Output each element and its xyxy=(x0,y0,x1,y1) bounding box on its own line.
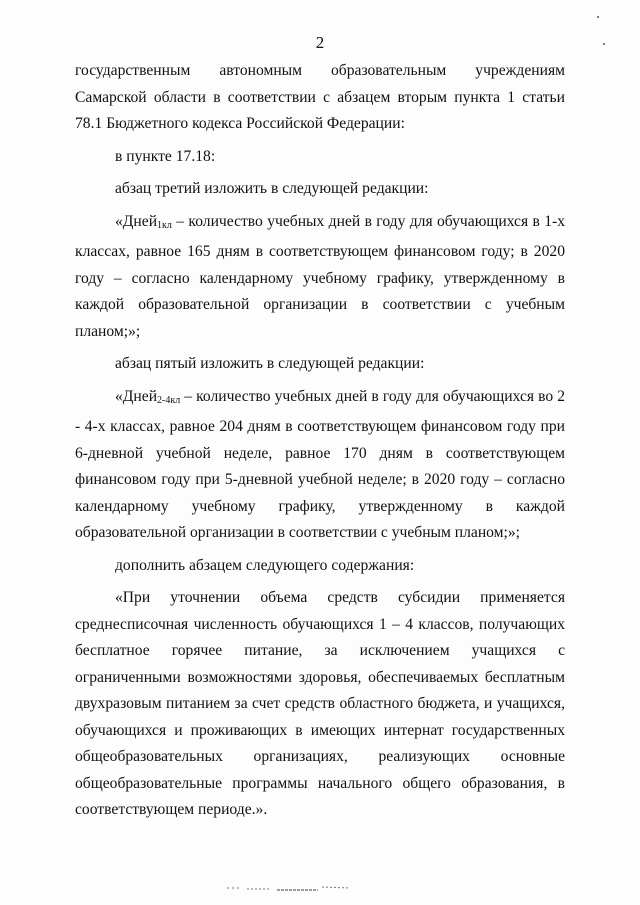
paragraph-subsidy-clarification: «При уточнении объема средств субсидии применяется среднесписочная численность обучающихся 1 – 4 классов, получающих бесплатное горячее питание, за исключением учащихся с ограниченными возможностями здоровья, обеспечиваемых бесплатным двухразовым питанием за счет средств областного бюджета, и учащихся, обучающихся и проживающих в имеющих интернат государственных общеобразовательных организациях, реализующих основные общеобразовательные программы начального общего образования, в соответствующем периоде.». xyxy=(75,589,565,818)
scan-speck xyxy=(603,43,605,45)
days-term: «Дней xyxy=(115,387,158,405)
paragraph-continuation: государственным автономным образовательным учреждениям Самарской области в соответствии с абзацем вторым пункта 1 статьи 78.1 Бюджетного кодекса Российской Федерации: xyxy=(75,62,565,132)
days-term: «Дней xyxy=(115,212,158,230)
scan-speck xyxy=(597,16,599,18)
scan-artifact xyxy=(222,884,362,892)
paragraph-item-17-18: в пункте 17.18: xyxy=(115,147,216,165)
paragraph-instruction-fifth: абзац пятый изложить в следующей редакции: xyxy=(115,355,425,372)
page-number: 2 xyxy=(315,33,325,52)
paragraph-instruction-third: абзац третий изложить в следующей редакции: xyxy=(115,180,429,197)
document-body xyxy=(75,58,565,830)
days-definition: – количество учебных дней в году для обучающихся во 2 - 4-х классах, равное 204 дням в соответствующем финансовом году при 6-дневной учебной неделе, равное 170 дням в соответствующем финансовом году при 5-дневной учебной неделе; в 2020 году – согласно календарному учебному графику, утвержденному в каждой образовательной организации в соответствии с учебным планом;»; xyxy=(75,387,565,541)
paragraph-days-2-4-grade xyxy=(75,384,565,547)
days-subscript: 1кл xyxy=(157,219,172,231)
paragraph-days-1st-grade xyxy=(75,209,565,346)
paragraph-instruction-add: дополнить абзацем следующего содержания: xyxy=(115,556,415,574)
days-definition: – количество учебных дней в году для обучающихся в 1-х классах, равное 165 дням в соответствующем финансовом году; в 2020 году – согласно календарному учебному графику, утвержденному в каждой образовательной организации в соответствии с учебным планом;»; xyxy=(75,212,565,340)
days-subscript: 2-4кл xyxy=(157,394,181,406)
